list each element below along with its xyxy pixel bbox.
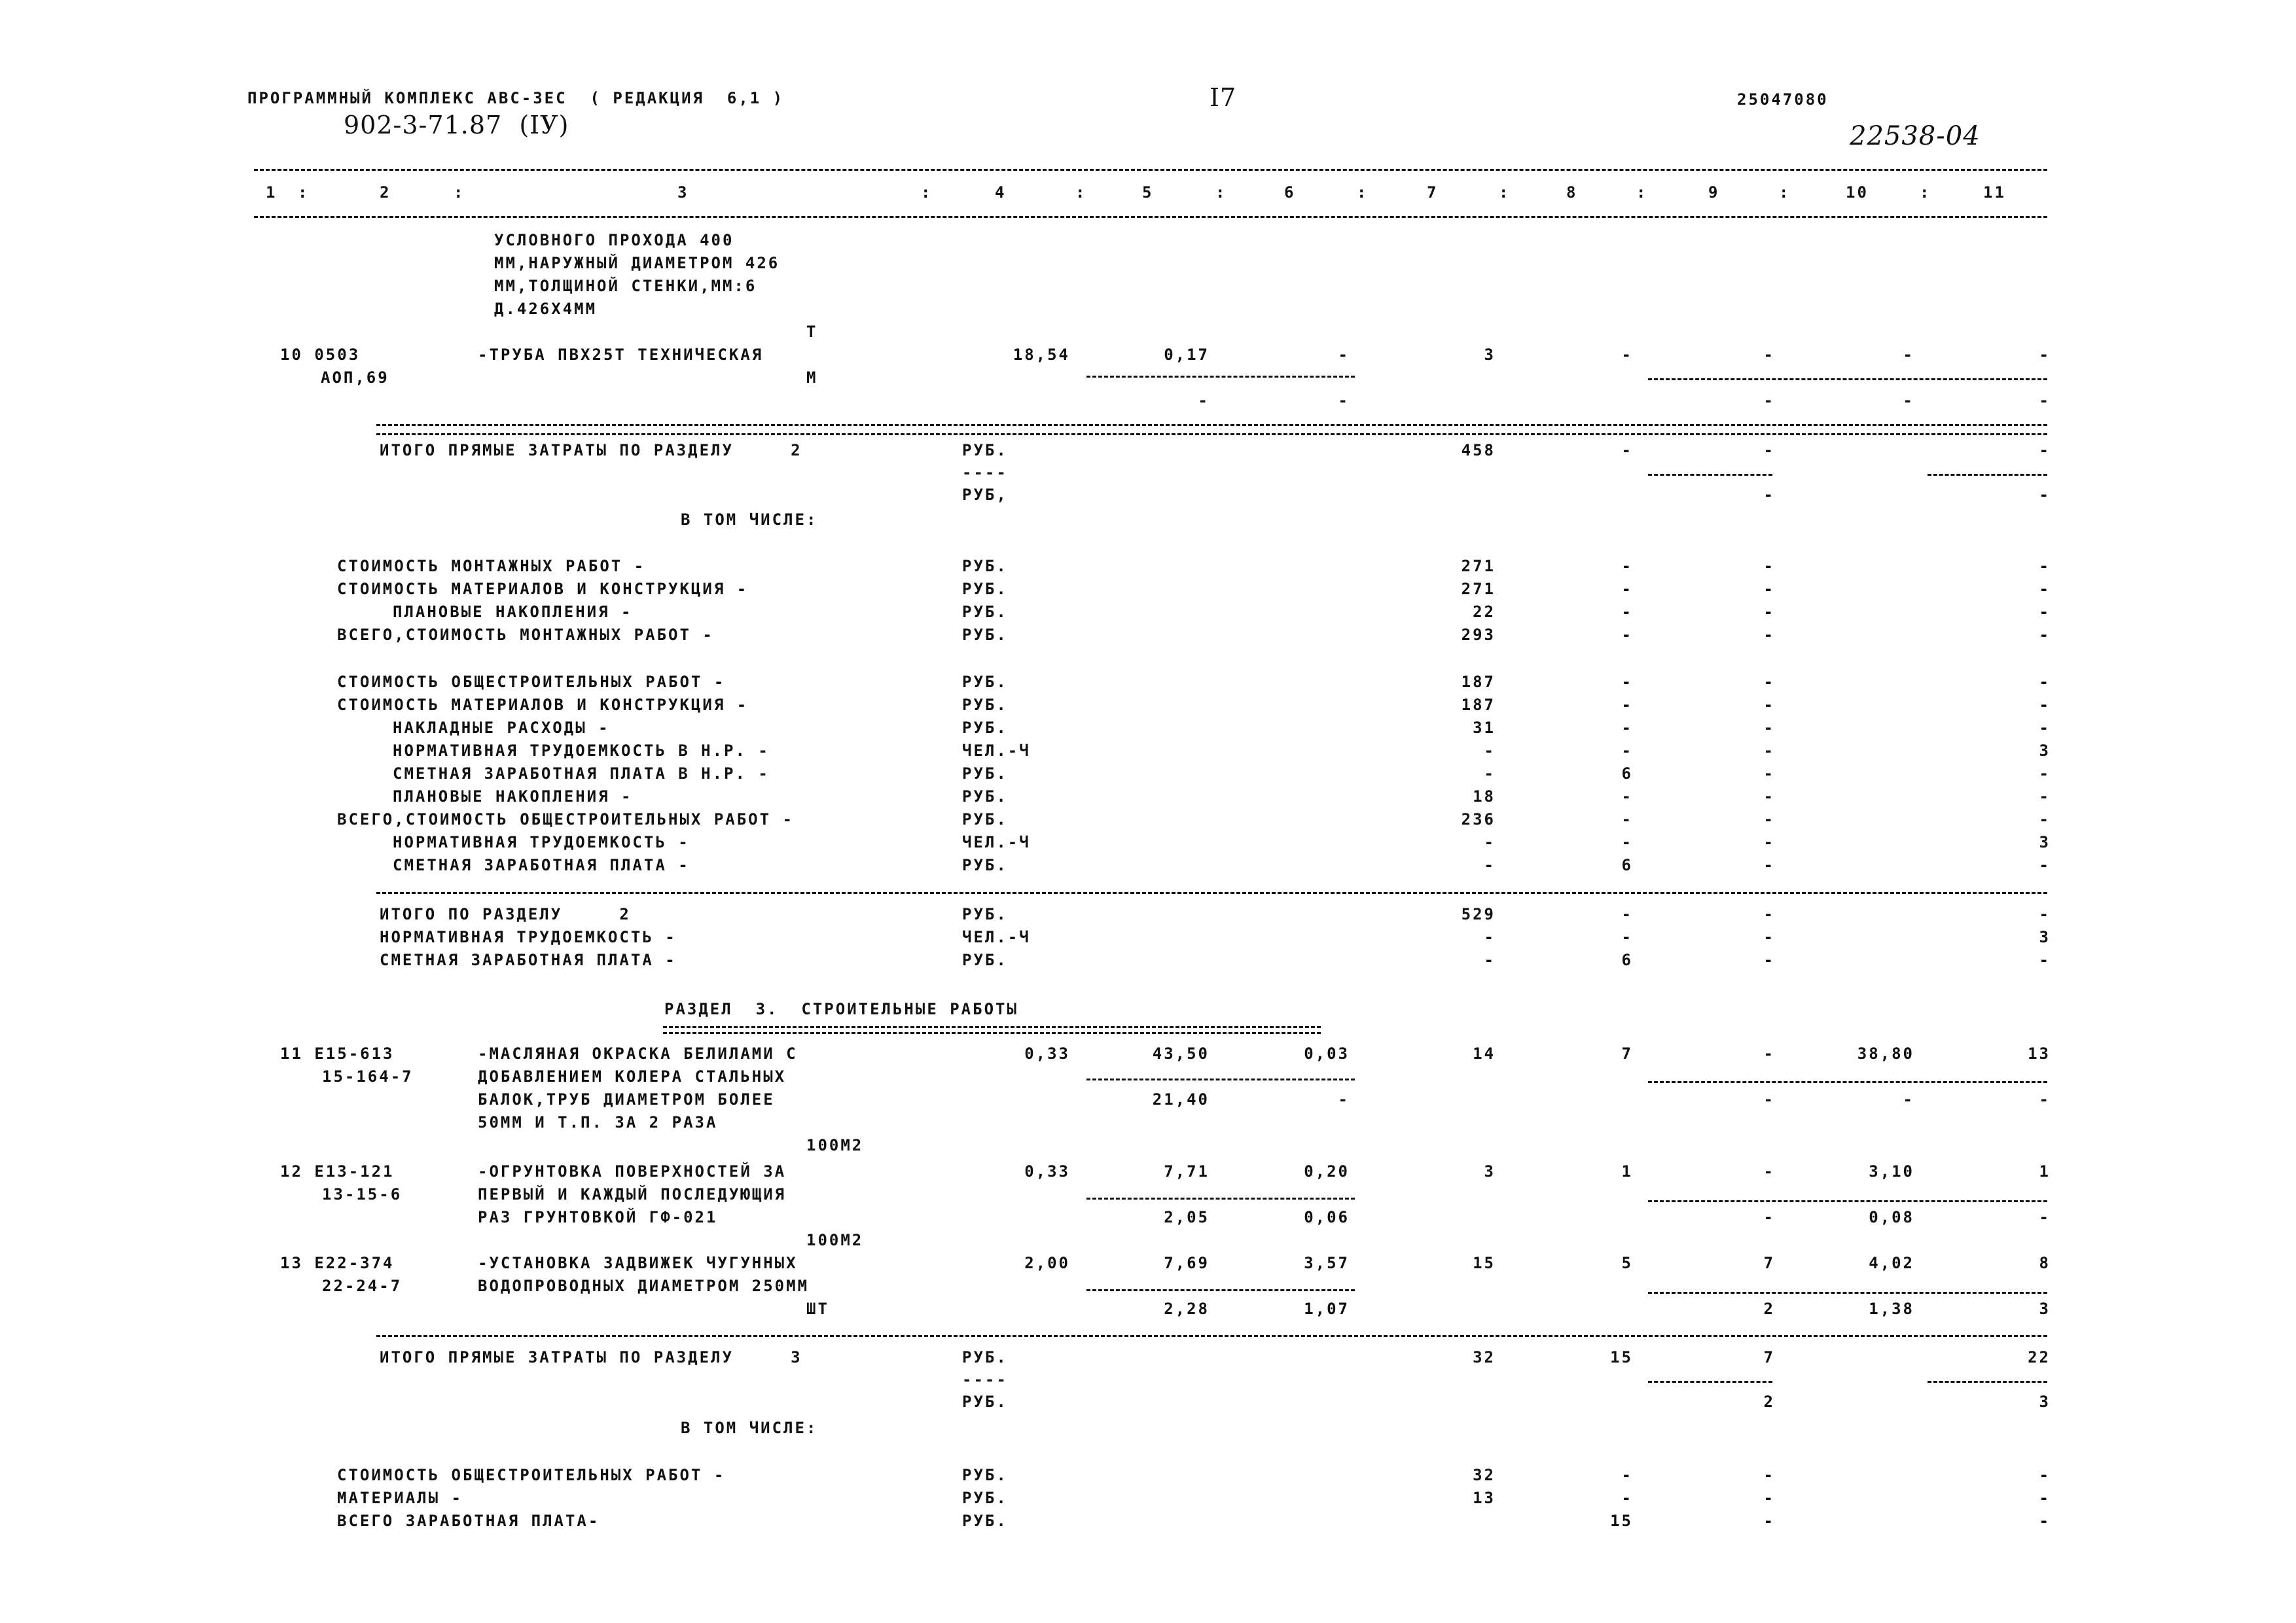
cell-c9: - xyxy=(1763,557,1775,575)
cell-c8: 7 xyxy=(1621,1044,1633,1063)
cell-c11: - xyxy=(2039,696,2051,714)
row-label: НОРМАТИВНАЯ ТРУДОЕМКОСТЬ - xyxy=(393,833,690,851)
cell-c11: - xyxy=(2039,719,2051,737)
row-label: 13 Е22-374 xyxy=(280,1254,395,1272)
cell-c11: - xyxy=(2039,1512,2051,1530)
cell-c6: - xyxy=(1338,1090,1350,1109)
cell-c5: 7,71 xyxy=(1164,1162,1210,1181)
section-rule xyxy=(376,433,2047,435)
row-unit: РУБ. xyxy=(962,787,1008,806)
cell-c8: 15 xyxy=(1610,1512,1633,1530)
cell-c6: 3,57 xyxy=(1304,1254,1350,1272)
cell-c7: 14 xyxy=(1473,1044,1496,1063)
cell-c7: - xyxy=(1484,741,1496,760)
cell-c11: 3 xyxy=(2039,833,2051,851)
row-unit: РУБ. xyxy=(962,1466,1008,1484)
cell-c8: - xyxy=(1621,787,1633,806)
cell-c7: 458 xyxy=(1461,441,1496,459)
col-3: 3 xyxy=(677,183,689,202)
cell-c9: - xyxy=(1763,764,1775,783)
row-unit: РУБ. xyxy=(962,603,1008,621)
row-label: РАЗДЕЛ 3. СТРОИТЕЛЬНЫЕ РАБОТЫ xyxy=(664,1000,1018,1018)
cell-c9: - xyxy=(1763,905,1775,923)
row-label: СТОИМОСТЬ МАТЕРИАЛОВ И КОНСТРУКЦИЯ - xyxy=(337,580,749,598)
row-label: СТОИМОСТЬ ОБЩЕСТРОИТЕЛЬНЫХ РАБОТ - xyxy=(337,673,726,691)
cell-c11: - xyxy=(2039,1466,2051,1484)
cell-c8: 6 xyxy=(1621,764,1633,783)
cell-c7: 22 xyxy=(1473,603,1496,621)
col-sep: : xyxy=(1499,183,1511,202)
cell-c8: - xyxy=(1621,580,1633,598)
row-label: МАТЕРИАЛЫ - xyxy=(337,1489,463,1507)
cell-c9: - xyxy=(1763,441,1775,459)
cell-c8: - xyxy=(1621,346,1633,364)
cell-c8: - xyxy=(1621,557,1633,575)
cell-c9: 7 xyxy=(1763,1254,1775,1272)
cell-c10: 38,80 xyxy=(1857,1044,1914,1063)
cell-c9: - xyxy=(1763,1489,1775,1507)
cell-c11: - xyxy=(2039,391,2051,410)
row-label: СМЕТНАЯ ЗАРАБОТНАЯ ПЛАТА - xyxy=(380,951,677,969)
cell-c9: - xyxy=(1763,696,1775,714)
cell-c11: 22 xyxy=(2028,1348,2051,1366)
cell-c7: 271 xyxy=(1461,580,1496,598)
cell-c5: 2,05 xyxy=(1164,1208,1210,1226)
cell-c7: - xyxy=(1484,764,1496,783)
cell-c5: - xyxy=(1198,391,1210,410)
cell-c5: 0,17 xyxy=(1164,346,1210,364)
row-description: 50ММ И Т.П. ЗА 2 РАЗА xyxy=(478,1113,718,1132)
row-label: СМЕТНАЯ ЗАРАБОТНАЯ ПЛАТА В Н.Р. - xyxy=(393,764,770,783)
row-label: Д.426Х4ММ xyxy=(494,300,598,318)
col-2: 2 xyxy=(380,183,391,202)
row-unit: ---- xyxy=(962,1370,1008,1389)
row-label: УСЛОВНОГО ПРОХОДА 400 xyxy=(494,231,734,249)
col-sep: : xyxy=(1636,183,1648,202)
cell-c9: - xyxy=(1763,673,1775,691)
cell-c10: - xyxy=(1903,346,1914,364)
row-label: ВСЕГО,СТОИМОСТЬ МОНТАЖНЫХ РАБОТ - xyxy=(337,626,714,644)
cell-c11: 3 xyxy=(2039,1300,2051,1318)
cell-c9: - xyxy=(1763,1208,1775,1226)
cell-c8: 15 xyxy=(1610,1348,1633,1366)
row-label: 11 Е15-613 xyxy=(280,1044,395,1063)
row-label: ИТОГО ПРЯМЫЕ ЗАТРАТЫ ПО РАЗДЕЛУ 2 xyxy=(380,441,802,459)
cell-c10: - xyxy=(1903,391,1914,410)
cell-c11: - xyxy=(2039,905,2051,923)
cell-c8: - xyxy=(1621,626,1633,644)
cell-c9: - xyxy=(1763,1044,1775,1063)
cell-c11: 3 xyxy=(2039,928,2051,946)
sub-rule xyxy=(1086,376,1355,378)
row-description: -ТРУБА ПВХ25Т ТЕХНИЧЕСКАЯ xyxy=(478,346,764,364)
cell-c9: - xyxy=(1763,580,1775,598)
cell-c6: 1,07 xyxy=(1304,1300,1350,1318)
cell-c7: 187 xyxy=(1461,673,1496,691)
cell-c9: - xyxy=(1763,741,1775,760)
cell-c9: - xyxy=(1763,833,1775,851)
header-bottom-rule xyxy=(254,216,2047,218)
row-label: ММ,НАРУЖНЫЙ ДИАМЕТРОМ 426 xyxy=(494,254,780,272)
cell-c4: 0,33 xyxy=(1024,1044,1070,1063)
row-label: ПЛАНОВЫЕ НАКОПЛЕНИЯ - xyxy=(393,603,633,621)
row-label: СТОИМОСТЬ МОНТАЖНЫХ РАБОТ - xyxy=(337,557,646,575)
cell-c8: - xyxy=(1621,1489,1633,1507)
row-label: 13-15-6 xyxy=(322,1185,403,1204)
cell-c10: 1,38 xyxy=(1869,1300,1914,1318)
project-code: 902-3-71.87 (IУ) xyxy=(344,111,569,139)
cell-c10: 3,10 xyxy=(1869,1162,1914,1181)
row-label: 15-164-7 xyxy=(322,1067,414,1086)
col-sep: : xyxy=(1215,183,1227,202)
row-unit: РУБ. xyxy=(962,626,1008,644)
row-label: ВСЕГО ЗАРАБОТНАЯ ПЛАТА- xyxy=(337,1512,600,1530)
cell-c4: 2,00 xyxy=(1024,1254,1070,1272)
cell-c8: 1 xyxy=(1621,1162,1633,1181)
cell-c9: - xyxy=(1763,1090,1775,1109)
cell-c9: - xyxy=(1763,1162,1775,1181)
row-unit: РУБ. xyxy=(962,1348,1008,1366)
cell-c9: - xyxy=(1763,626,1775,644)
cell-c10: - xyxy=(1903,1090,1914,1109)
sub-rule xyxy=(1928,474,2047,476)
cell-c6: 0,20 xyxy=(1304,1162,1350,1181)
section-rule xyxy=(376,424,2047,426)
row-label: 12 Е13-121 xyxy=(280,1162,395,1181)
row-unit: РУБ. xyxy=(962,905,1008,923)
cell-c11: - xyxy=(2039,1090,2051,1109)
cell-c9: - xyxy=(1763,1512,1775,1530)
row-unit: ---- xyxy=(962,463,1008,482)
cell-c9: - xyxy=(1763,1466,1775,1484)
row-description: ПЕРВЫЙ И КАЖДЫЙ ПОСЛЕДУЮЩИЯ xyxy=(478,1185,787,1204)
row-label: СМЕТНАЯ ЗАРАБОТНАЯ ПЛАТА - xyxy=(393,856,690,874)
cell-c8: - xyxy=(1621,928,1633,946)
row-label: ИТОГО ПРЯМЫЕ ЗАТРАТЫ ПО РАЗДЕЛУ 3 xyxy=(380,1348,802,1366)
cell-c9: 2 xyxy=(1763,1300,1775,1318)
cell-c11: - xyxy=(2039,951,2051,969)
col-1: 1 xyxy=(266,183,278,202)
col-10: 10 xyxy=(1846,183,1869,202)
row-description: ДОБАВЛЕНИЕМ КОЛЕРА СТАЛЬНЫХ xyxy=(478,1067,787,1086)
cell-c7: 32 xyxy=(1473,1348,1496,1366)
cell-c11: 3 xyxy=(2039,1393,2051,1411)
cell-c9: - xyxy=(1763,603,1775,621)
cell-c8: - xyxy=(1621,810,1633,829)
col-sep: : xyxy=(921,183,933,202)
cell-c11: - xyxy=(2039,810,2051,829)
col-8: 8 xyxy=(1566,183,1578,202)
row-label: СТОИМОСТЬ МАТЕРИАЛОВ И КОНСТРУКЦИЯ - xyxy=(337,696,749,714)
cell-c8: - xyxy=(1621,741,1633,760)
cell-c7: 13 xyxy=(1473,1489,1496,1507)
col-7: 7 xyxy=(1427,183,1439,202)
cell-c9: - xyxy=(1763,856,1775,874)
cell-c8: - xyxy=(1621,1466,1633,1484)
row-unit: РУБ. xyxy=(962,719,1008,737)
cell-c11: 8 xyxy=(2039,1254,2051,1272)
sub-rule xyxy=(1086,1289,1355,1291)
cell-c9: - xyxy=(1763,928,1775,946)
sub-rule xyxy=(1086,1079,1355,1080)
row-unit: РУБ. xyxy=(962,441,1008,459)
cell-c7: - xyxy=(1484,951,1496,969)
cell-c9: - xyxy=(1763,346,1775,364)
row-label: 10 0503 xyxy=(280,346,361,364)
sub-rule xyxy=(1648,1081,2047,1083)
sub-rule xyxy=(1648,474,1772,476)
cell-c7: 187 xyxy=(1461,696,1496,714)
cell-c7: - xyxy=(1484,928,1496,946)
row-unit: ЧЕЛ.-Ч xyxy=(962,928,1031,946)
row-label: НАКЛАДНЫЕ РАСХОДЫ - xyxy=(393,719,610,737)
cell-c7: 15 xyxy=(1473,1254,1496,1272)
cell-c11: - xyxy=(2039,673,2051,691)
cell-c5: 43,50 xyxy=(1152,1044,1210,1063)
cell-c6: - xyxy=(1338,391,1350,410)
cell-c8: - xyxy=(1621,441,1633,459)
row-label: СТОИМОСТЬ ОБЩЕСТРОИТЕЛЬНЫХ РАБОТ - xyxy=(337,1466,726,1484)
cell-c7: 293 xyxy=(1461,626,1496,644)
cell-c11: - xyxy=(2039,346,2051,364)
cell-c7: 3 xyxy=(1484,1162,1496,1181)
row-description: РАЗ ГРУНТОВКОЙ ГФ-021 xyxy=(478,1208,718,1226)
cell-c11: 13 xyxy=(2028,1044,2051,1063)
section-rule xyxy=(376,892,2047,894)
sub-rule xyxy=(1648,1292,2047,1294)
cell-c7: 31 xyxy=(1473,719,1496,737)
cell-c10: 0,08 xyxy=(1869,1208,1914,1226)
row-label: Т xyxy=(806,323,818,341)
cell-c9: - xyxy=(1763,810,1775,829)
col-5: 5 xyxy=(1142,183,1154,202)
cell-c10: 4,02 xyxy=(1869,1254,1914,1272)
cell-c9: - xyxy=(1763,951,1775,969)
row-label: В ТОМ ЧИСЛЕ: xyxy=(681,510,818,529)
cell-c11: - xyxy=(2039,1489,2051,1507)
col-sep: : xyxy=(298,183,310,202)
row-label: 22-24-7 xyxy=(322,1277,403,1295)
row-label: ВСЕГО,СТОИМОСТЬ ОБЩЕСТРОИТЕЛЬНЫХ РАБОТ - xyxy=(337,810,794,829)
row-description: ВОДОПРОВОДНЫХ ДИАМЕТРОМ 250ММ xyxy=(478,1277,810,1295)
row-label: ММ,ТОЛЩИНОЙ СТЕНКИ,ММ:6 xyxy=(494,277,757,295)
row-label: АОП,69 xyxy=(321,368,389,387)
row-description: БАЛОК,ТРУБ ДИАМЕТРОМ БОЛЕЕ xyxy=(478,1090,775,1109)
cell-c9: 7 xyxy=(1763,1348,1775,1366)
row-label: В ТОМ ЧИСЛЕ: xyxy=(681,1419,818,1437)
cell-c7: 3 xyxy=(1484,346,1496,364)
row-unit: РУБ. xyxy=(962,1489,1008,1507)
row-label: ИТОГО ПО РАЗДЕЛУ 2 xyxy=(380,905,631,923)
cell-c9: - xyxy=(1763,391,1775,410)
header-top-rule xyxy=(254,169,2047,171)
col-9: 9 xyxy=(1708,183,1720,202)
program-title: ПРОГРАММНЫЙ КОМПЛЕКС АВС-ЗЕС ( РЕДАКЦИЯ 6,1 ) xyxy=(247,89,785,107)
cell-c8: 6 xyxy=(1621,951,1633,969)
sub-rule xyxy=(1648,1200,2047,1202)
cell-c11: 3 xyxy=(2039,741,2051,760)
col-sep: : xyxy=(1779,183,1791,202)
row-label: НОРМАТИВНАЯ ТРУДОЕМКОСТЬ В Н.Р. - xyxy=(393,741,770,760)
cell-c6: 0,03 xyxy=(1304,1044,1350,1063)
cell-c7: 18 xyxy=(1473,787,1496,806)
row-unit: РУБ. xyxy=(962,1512,1008,1530)
col-sep: : xyxy=(1357,183,1369,202)
cell-c7: 529 xyxy=(1461,905,1496,923)
cell-c11: - xyxy=(2039,764,2051,783)
cell-c5: 21,40 xyxy=(1152,1090,1210,1109)
row-description: -ОГРУНТОВКА ПОВЕРХНОСТЕЙ ЗА xyxy=(478,1162,787,1181)
cell-c6: - xyxy=(1338,346,1350,364)
cell-c11: - xyxy=(2039,441,2051,459)
row-unit: РУБ. xyxy=(962,951,1008,969)
col-6: 6 xyxy=(1284,183,1296,202)
cell-c11: - xyxy=(2039,603,2051,621)
section-title-underline xyxy=(663,1026,1321,1034)
row-description: 100М2 xyxy=(806,1231,864,1249)
cell-c5: 2,28 xyxy=(1164,1300,1210,1318)
row-unit: РУБ. xyxy=(962,764,1008,783)
cell-c11: - xyxy=(2039,486,2051,504)
cell-c9: - xyxy=(1763,486,1775,504)
document-code: 25047080 xyxy=(1737,90,1829,109)
cell-c9: - xyxy=(1763,719,1775,737)
cell-c4: 0,33 xyxy=(1024,1162,1070,1181)
cell-c8: - xyxy=(1621,905,1633,923)
page-number: I7 xyxy=(1210,83,1237,112)
col-sep: : xyxy=(1075,183,1087,202)
cell-c9: - xyxy=(1763,787,1775,806)
cell-c7: - xyxy=(1484,856,1496,874)
col-11: 11 xyxy=(1983,183,2006,202)
row-label: НОРМАТИВНАЯ ТРУДОЕМКОСТЬ - xyxy=(380,928,677,946)
col-sep: : xyxy=(454,183,465,202)
row-unit: ЧЕЛ.-Ч xyxy=(962,741,1031,760)
row-description: 100М2 xyxy=(806,1136,864,1154)
col-4: 4 xyxy=(995,183,1007,202)
cell-c7: 271 xyxy=(1461,557,1496,575)
col-sep: : xyxy=(1920,183,1931,202)
row-description: ШТ xyxy=(806,1300,829,1318)
cell-c5: 7,69 xyxy=(1164,1254,1210,1272)
cell-c8: 6 xyxy=(1621,856,1633,874)
cell-c8: - xyxy=(1621,696,1633,714)
cell-c11: 1 xyxy=(2039,1162,2051,1181)
sub-rule xyxy=(1928,1381,2047,1383)
cell-c11: - xyxy=(2039,557,2051,575)
cell-c7: 236 xyxy=(1461,810,1496,829)
row-label: ПЛАНОВЫЕ НАКОПЛЕНИЯ - xyxy=(393,787,633,806)
row-unit: РУБ, xyxy=(962,486,1008,504)
section-rule xyxy=(376,1335,2047,1337)
cell-c7: - xyxy=(1484,833,1496,851)
cell-c8: - xyxy=(1621,673,1633,691)
row-unit: РУБ. xyxy=(962,810,1008,829)
cell-c4: 18,54 xyxy=(1013,346,1070,364)
row-unit: ЧЕЛ.-Ч xyxy=(962,833,1031,851)
sheet-number: 22538-04 xyxy=(1850,121,1981,151)
cell-c8: - xyxy=(1621,833,1633,851)
cell-c11: - xyxy=(2039,1208,2051,1226)
cell-c6: 0,06 xyxy=(1304,1208,1350,1226)
sub-rule xyxy=(1648,378,2047,380)
row-unit: РУБ. xyxy=(962,696,1008,714)
cell-c8: 5 xyxy=(1621,1254,1633,1272)
sub-rule xyxy=(1648,1381,1772,1383)
cell-c11: - xyxy=(2039,787,2051,806)
row-unit: РУБ. xyxy=(962,673,1008,691)
row-description: -МАСЛЯНАЯ ОКРАСКА БЕЛИЛАМИ С xyxy=(478,1044,798,1063)
cell-c8: - xyxy=(1621,719,1633,737)
cell-c9: 2 xyxy=(1763,1393,1775,1411)
cell-c11: - xyxy=(2039,626,2051,644)
cell-c11: - xyxy=(2039,580,2051,598)
row-description: М xyxy=(806,368,818,387)
row-unit: РУБ. xyxy=(962,557,1008,575)
row-description: -УСТАНОВКА ЗАДВИЖЕК ЧУГУННЫХ xyxy=(478,1254,798,1272)
row-unit: РУБ. xyxy=(962,1393,1008,1411)
row-unit: РУБ. xyxy=(962,856,1008,874)
cell-c8: - xyxy=(1621,603,1633,621)
cell-c11: - xyxy=(2039,856,2051,874)
sub-rule xyxy=(1086,1198,1355,1200)
row-unit: РУБ. xyxy=(962,580,1008,598)
cell-c7: 32 xyxy=(1473,1466,1496,1484)
